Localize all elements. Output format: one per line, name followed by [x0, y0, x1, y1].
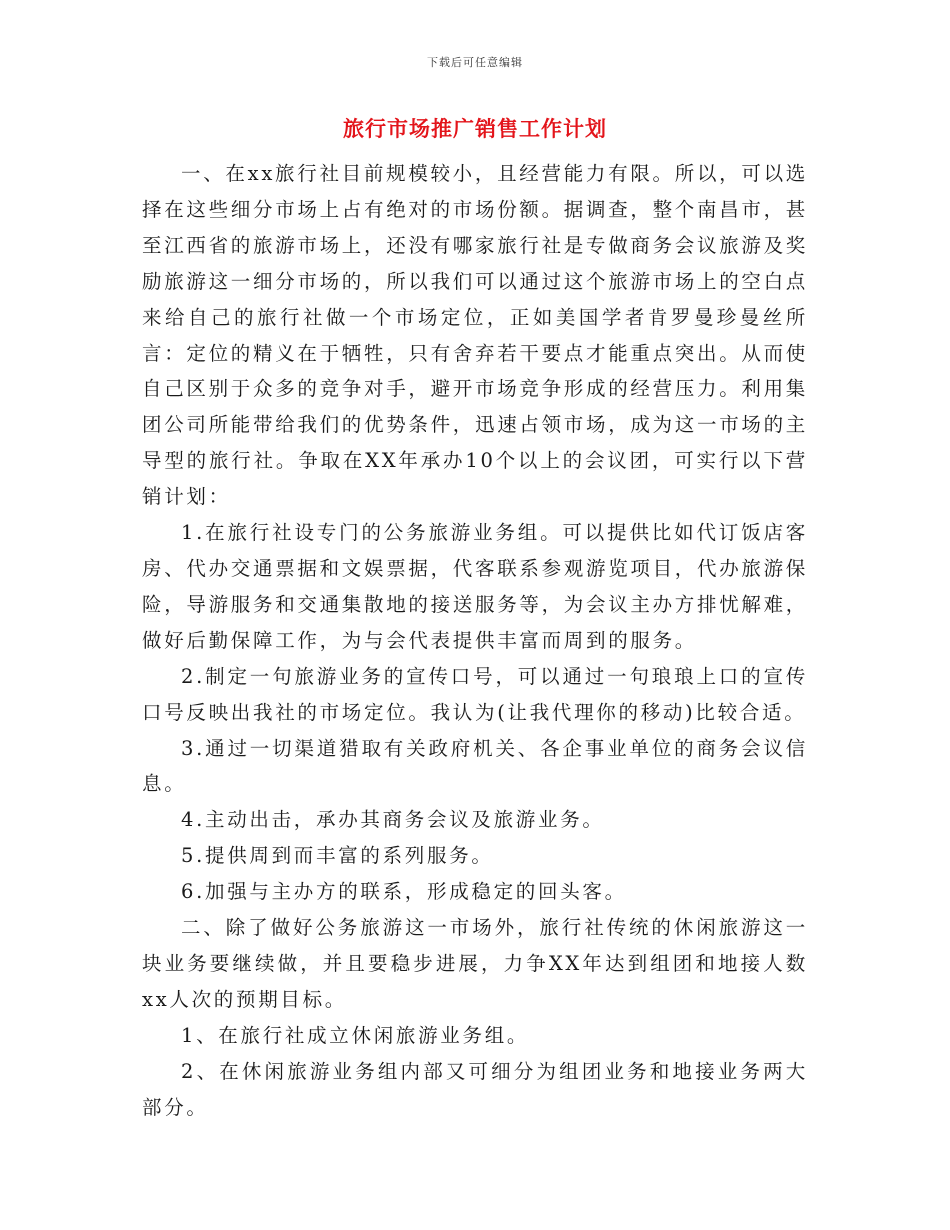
- paragraph-section-one: 一、在xx旅行社目前规模较小，且经营能力有限。所以，可以选择在这些细分市场上占有绝对的市场份额。据调查，整个南昌市，甚至江西省的旅游市场上，还没有哪家旅行社是专做商务会议旅游及奖励旅游这一细分市场的，所以我们可以通过这个旅游市场上的空白点来给自己的旅行社做一个市场定位，正如美国学者肯罗曼珍曼丝所言：定位的精义在于牺牲，只有舍弃若干要点才能重点突出。从而使自己区别于众多的竞争对手，避开市场竞争形成的经营压力。利用集团公司所能带给我们的优势条件，迅速占领市场，成为这一市场的主导型的旅行社。争取在XX年承办10个以上的会议团，可实行以下营销计划：: [142, 162, 809, 509]
- paragraph-subitem-1: 1、在旅行社成立休闲旅游业务组。: [181, 1023, 530, 1047]
- document-title: 旅行市场推广销售工作计划: [343, 116, 607, 141]
- paragraph-item-3: 3.通过一切渠道猎取有关政府机关、各企事业单位的商务会议信息。: [142, 736, 808, 796]
- page-header-note: 下载后可任意编辑: [427, 56, 523, 69]
- paragraph-subitem-2: 2、在休闲旅游业务组内部又可细分为组团业务和地接业务两大部分。: [142, 1059, 808, 1119]
- paragraph-section-two: 二、除了做好公务旅游这一市场外，旅行社传统的休闲旅游这一块业务要继续做，并且要稳步进展，力争XX年达到组团和地接人数xx人次的预期目标。: [142, 916, 808, 1011]
- paragraph-item-1: 1.在旅行社设专门的公务旅游业务组。可以提供比如代订饭店客房、代办交通票据和文娱票据，代客联系参观游览项目，代办旅游保险，导游服务和交通集散地的接送服务等，为会议主办方排忧解难，做好后勤保障工作，为与会代表提供丰富而周到的服务。: [142, 521, 809, 652]
- paragraph-item-4: 4.主动出击，承办其商务会议及旅游业务。: [181, 808, 605, 832]
- paragraph-item-5: 5.提供周到而丰富的系列服务。: [181, 844, 494, 868]
- paragraph-item-2: 2.制定一句旅游业务的宣传口号，可以通过一句琅琅上口的宣传口号反映出我社的市场定位。我认为(让我代理你的移动)比较合适。: [142, 664, 808, 724]
- document-body: [142, 156, 808, 1125]
- paragraph-item-6: 6.加强与主办方的联系，形成稳定的回头客。: [181, 880, 627, 904]
